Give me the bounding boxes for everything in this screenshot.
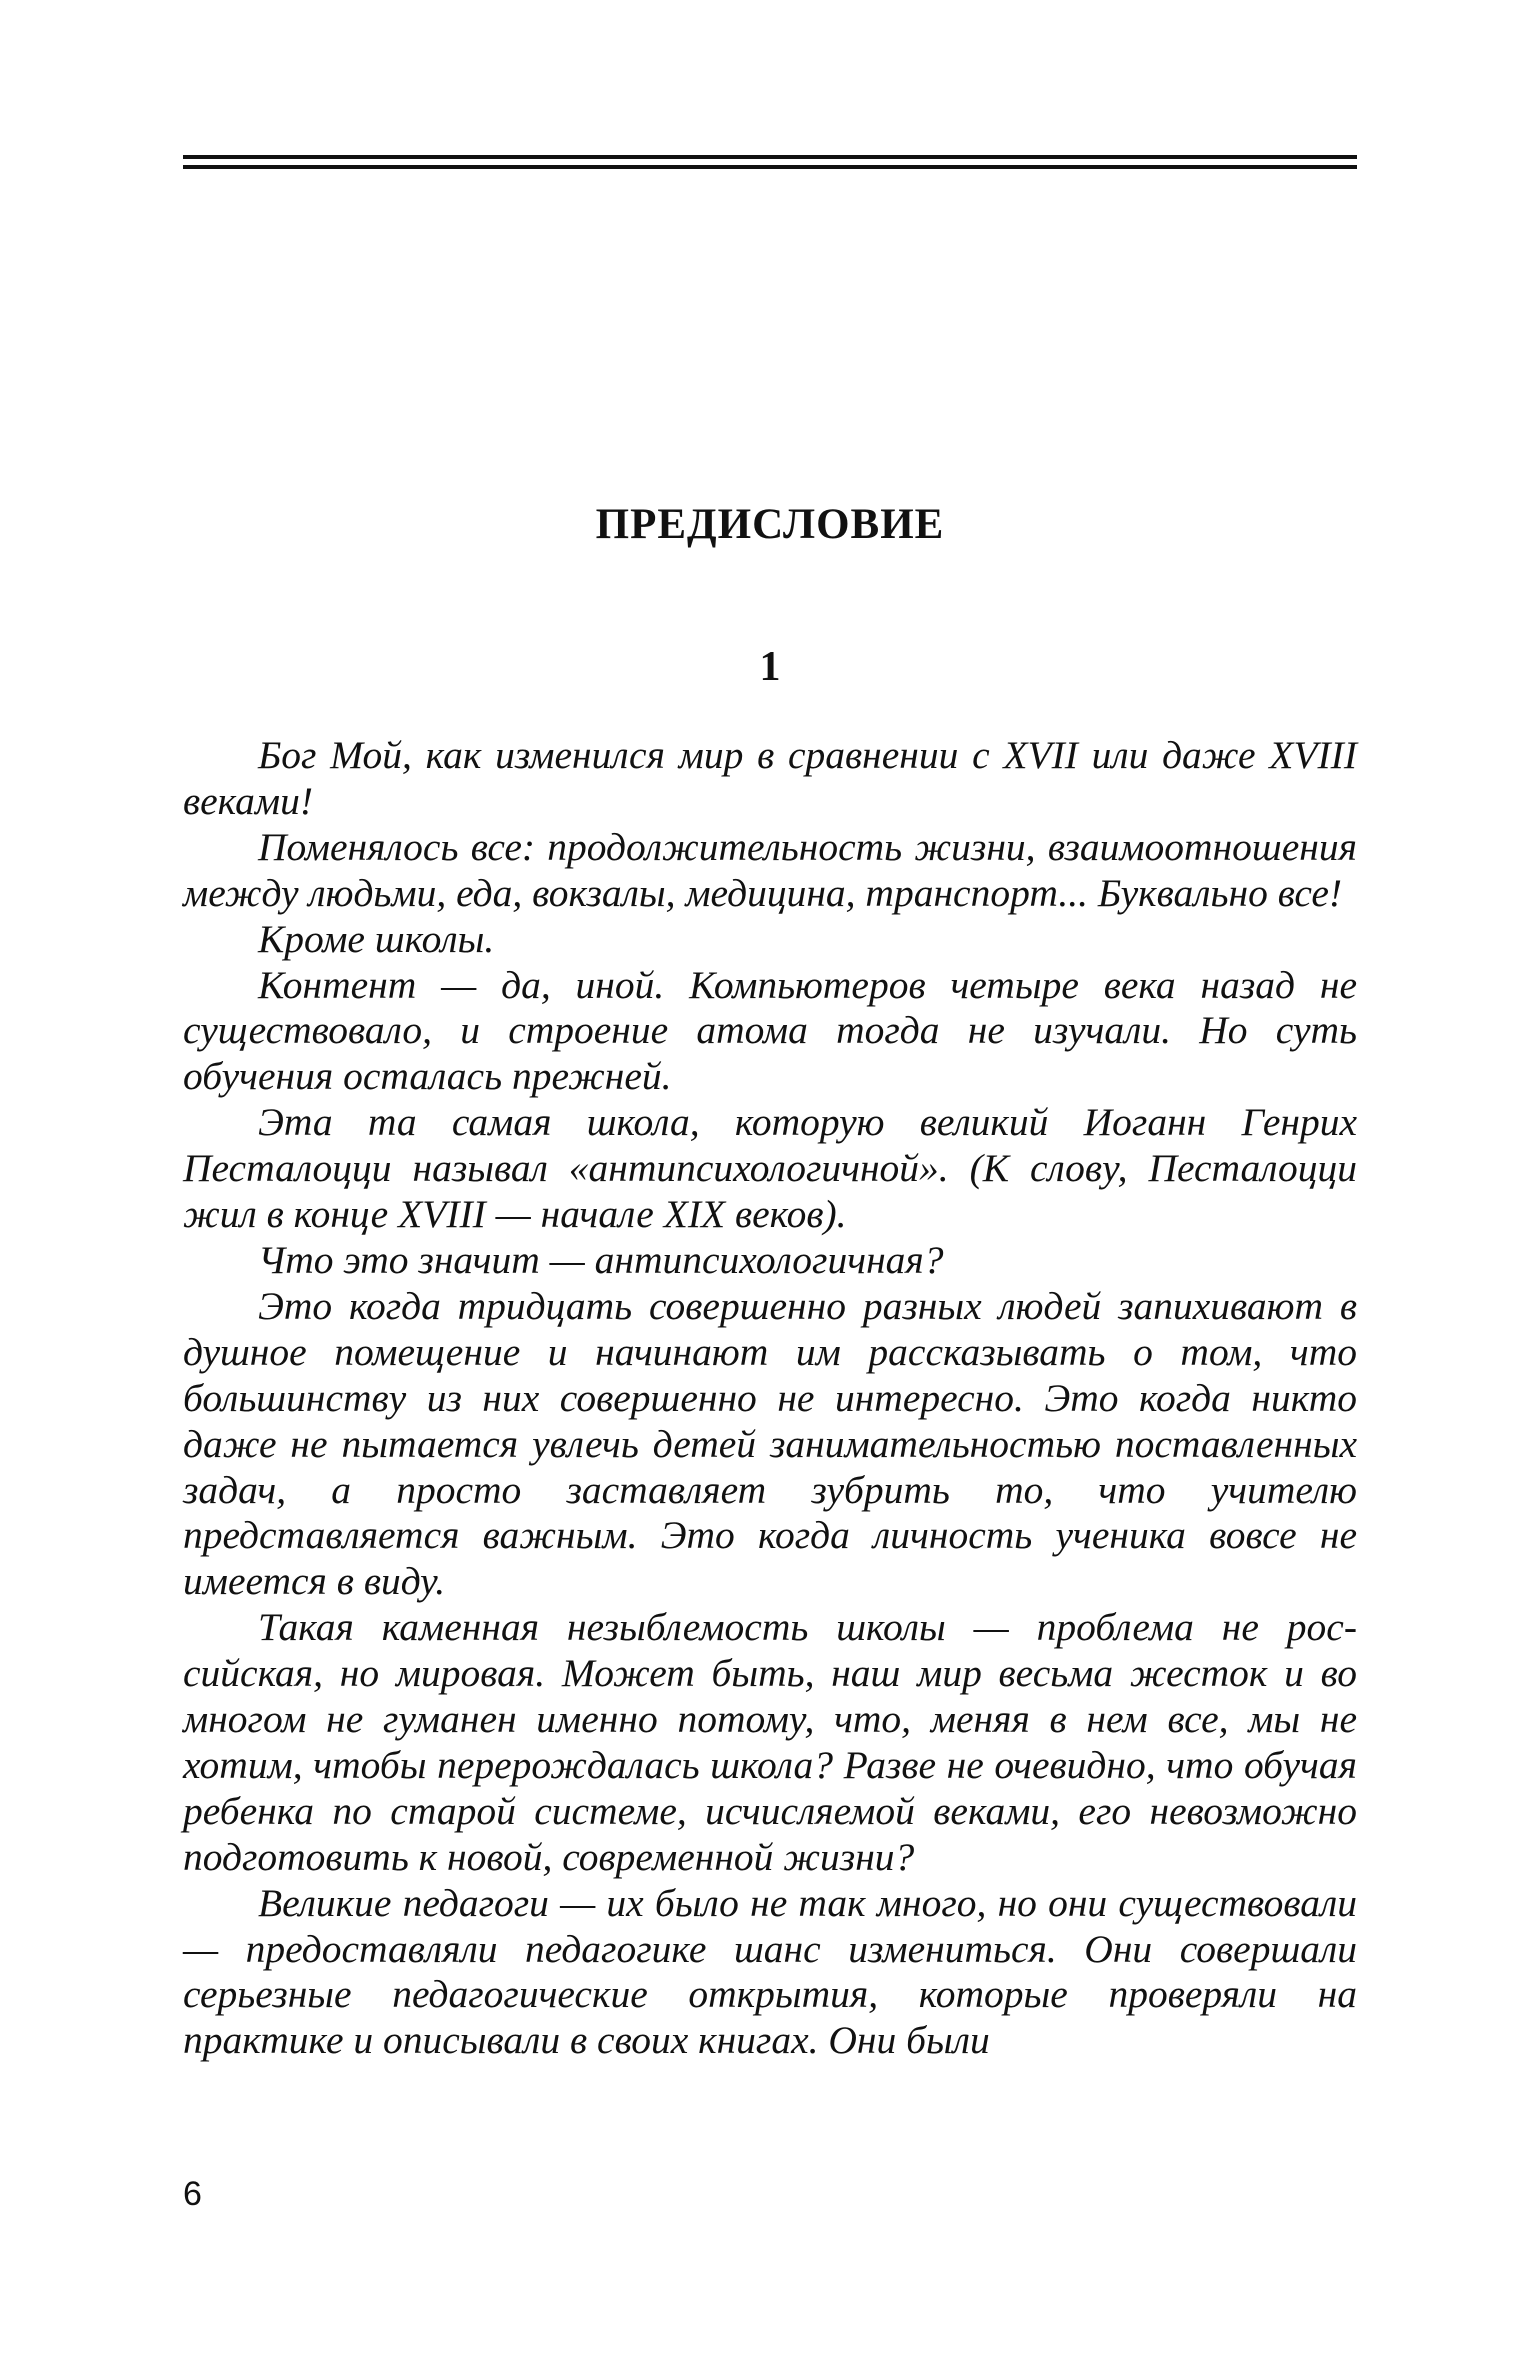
paragraph: Бог Мой, как изменился мир в сравнении с XVII или даже XVIII веками! <box>183 733 1357 823</box>
paragraph: Эта та самая школа, которую великий Иоганн Генрих Песталоцци называл «антипсихологичной». (К слову, Песталоцци жил в конце XVIII — начале XIX веков). <box>183 1100 1357 1237</box>
paragraph: Что это значит — антипсихологичная? <box>258 1237 944 1282</box>
paragraph: Поменялось все: продолжительность жизни, взаимоотношения между людьми, еда, вокзалы, медицина, транспорт... Буквально все! <box>183 824 1357 915</box>
paragraph: Кроме школы. <box>258 916 495 961</box>
chapter-title: ПРЕДИСЛОВИЕ <box>595 501 945 548</box>
paragraph: Великие педагоги — их было не так много, но они существовали — предоставляли педагогике шанс измениться. Они совершали серьезные педагогические открытия, которые проверяли на практике и описывали в своих книгах. Они были <box>183 1880 1357 2063</box>
body-text <box>183 733 1357 2064</box>
page-number: 6 <box>183 2175 202 2213</box>
paragraph: Контент — да, иной. Компьютеров четыре века назад не существовало, и строение атома тогда не изучали. Но суть обучения осталась прежней. <box>183 962 1357 1099</box>
header-rule-line-top <box>183 155 1357 159</box>
section-number: 1 <box>759 644 781 690</box>
paragraph: Такая каменная незыблемость школы — проблема не российская, но мировая. Может быть, наш мир весьма жесток и во многом не гуманен именно потому, что, меняя в нем все, мы не хотим, чтобы перерождалась школа? Разве не очевидно, что обучая ребенка по старой системе, исчисляемой веками, его невозможно подготовить к новой, современной жизни? <box>183 1605 1357 1879</box>
header-rule-line-bottom <box>183 165 1357 169</box>
paragraph: Это когда тридцать совершенно разных людей запихивают в душное помещение и начинают им рассказывать о том, что большинству из них совершенно не интересно. Это когда никто даже не пытается увлечь детей занимательностью поставленных задач, а просто заставляет зубрить то, что учителю представляется важным. Это когда личность ученика вовсе не имеется в виду. <box>183 1283 1357 1604</box>
